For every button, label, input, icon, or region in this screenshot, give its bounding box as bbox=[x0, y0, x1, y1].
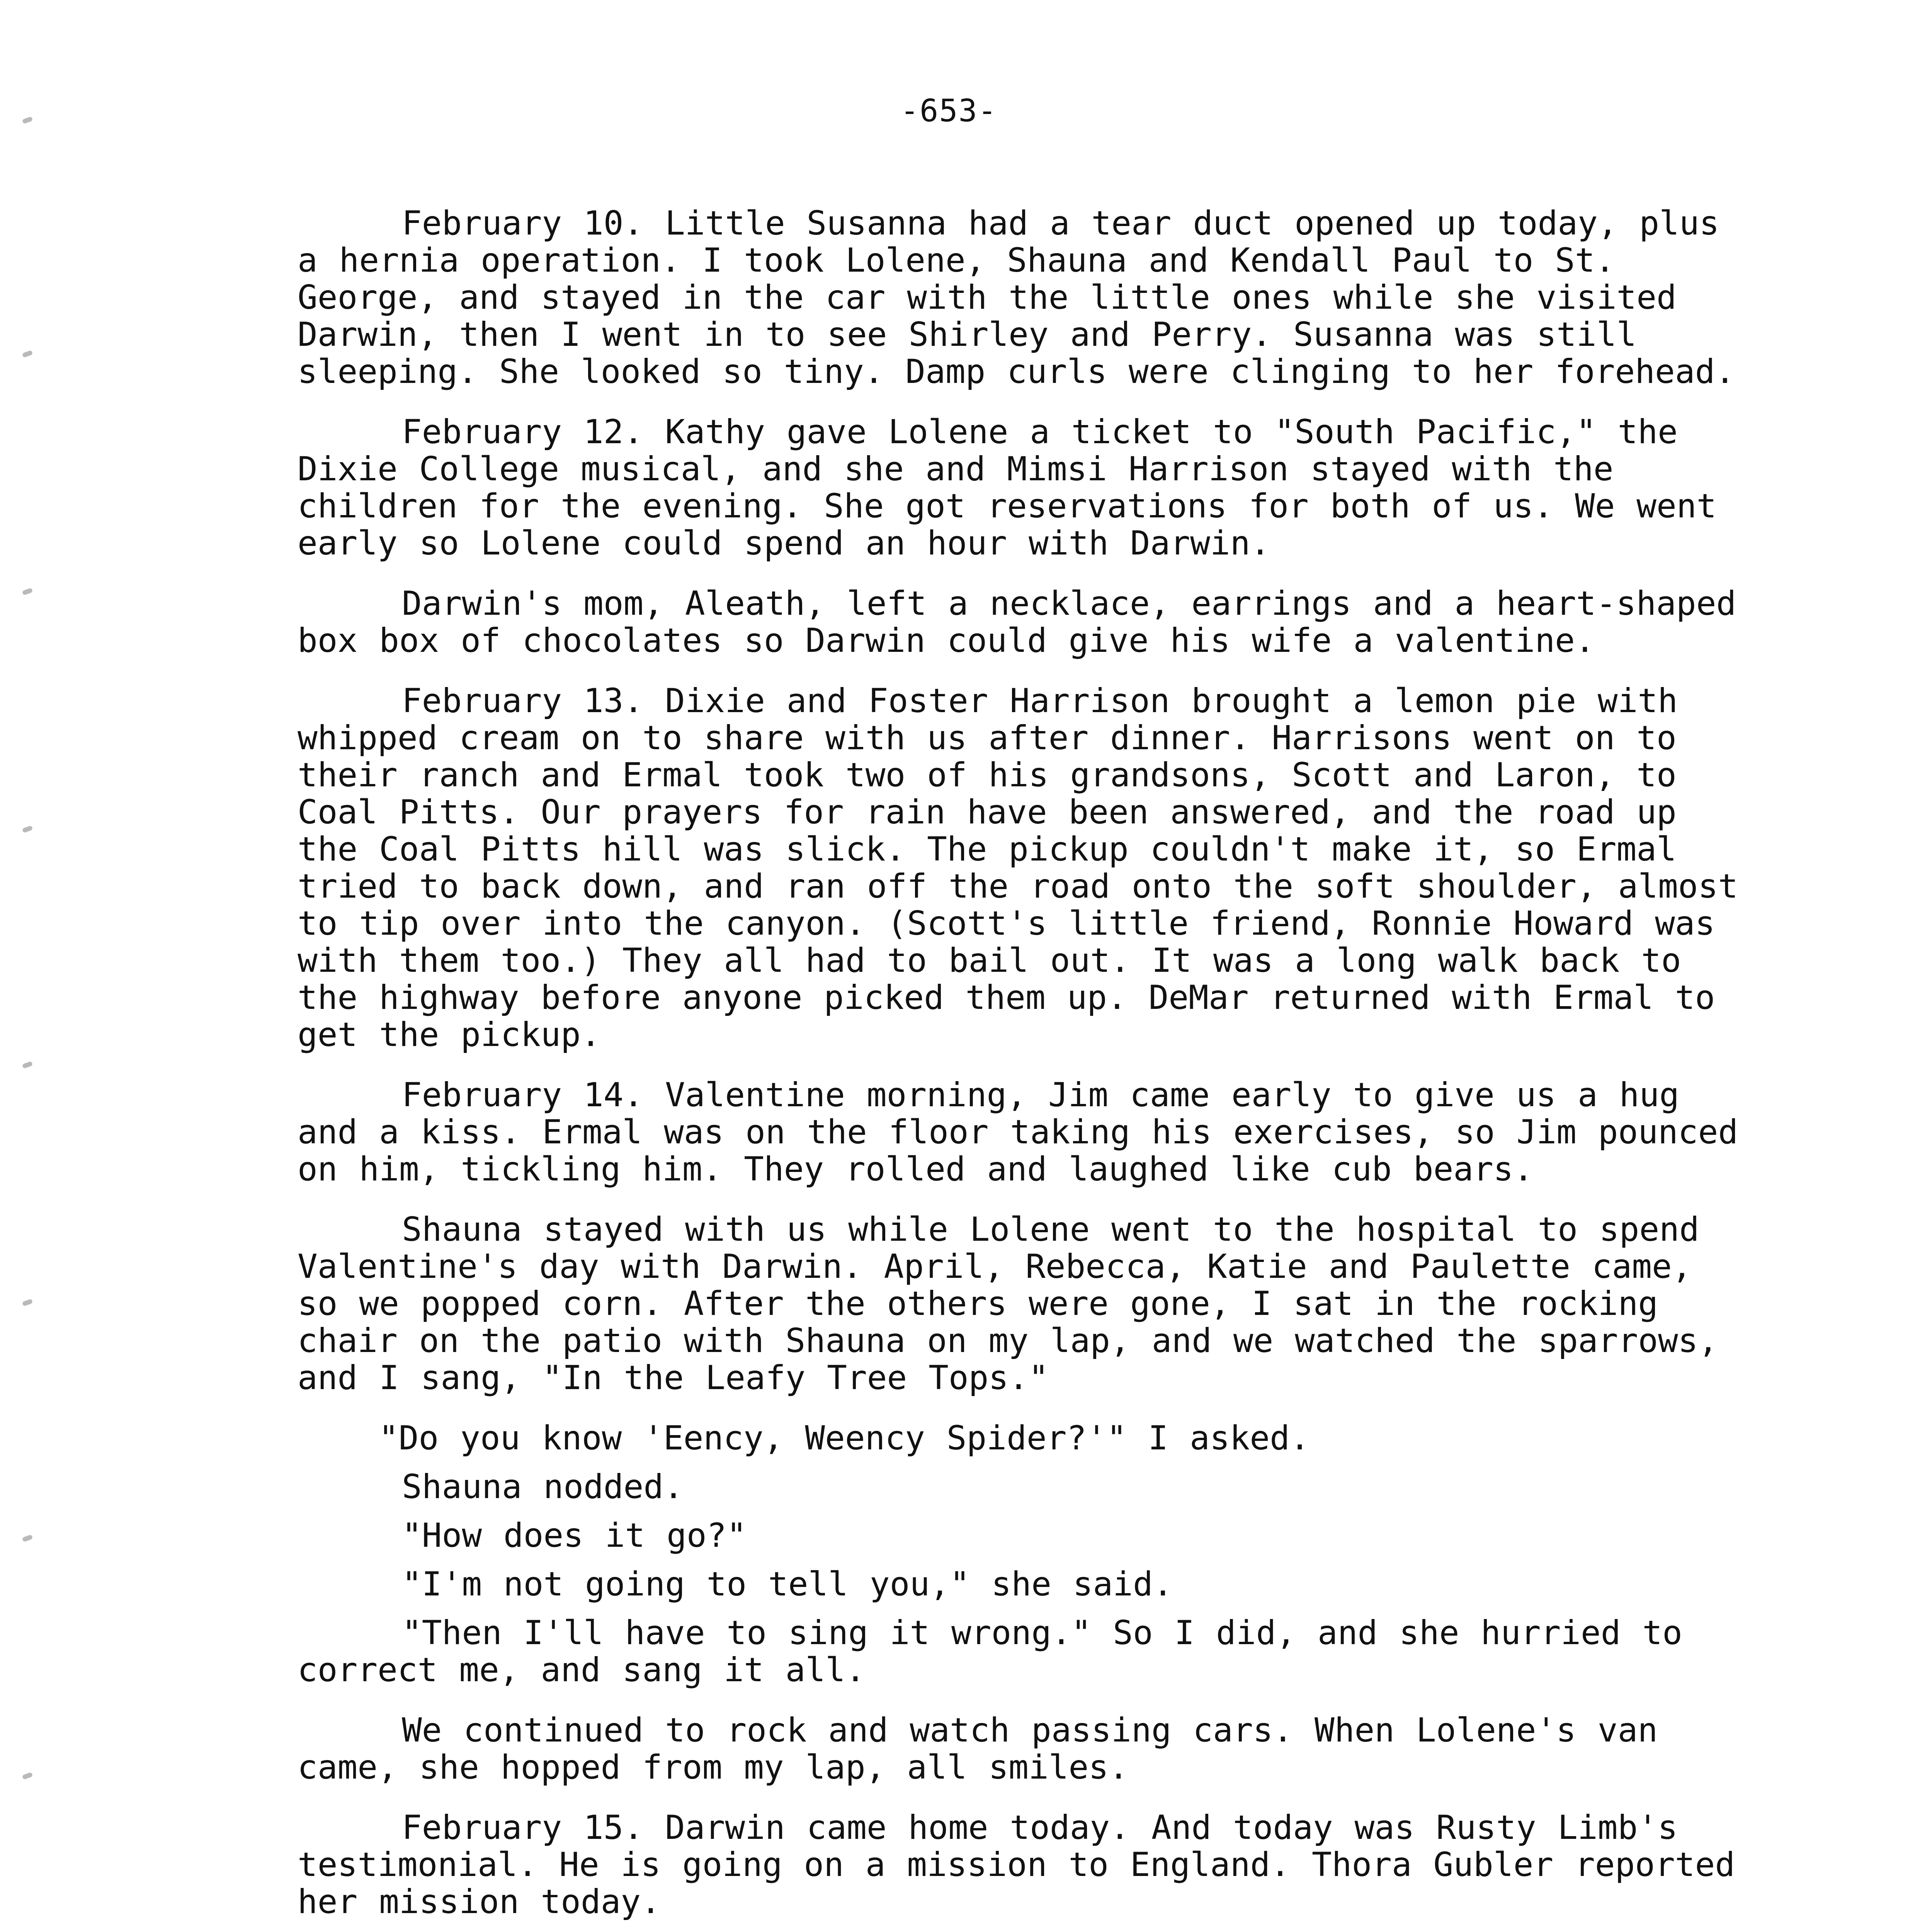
margin-mark bbox=[22, 1534, 33, 1542]
margin-mark bbox=[22, 350, 33, 358]
paragraph-valentine-gift: Darwin's mom, Aleath, left a necklace, earrings and a heart-shaped box box of chocolates so Darwin could give his wife a valentine. bbox=[298, 584, 1736, 660]
dialog-line: Shauna nodded. bbox=[402, 1468, 684, 1506]
paragraph-feb-13: February 13. Dixie and Foster Harrison brought a lemon pie with whipped cream on to share with us after dinner. Harrisons went on to their ranch and Ermal took two of his grandsons, Scott and Laron, to Coal Pitts. Our prayers for rain have been answered, and the road up the Coal Pitts hill was slick. The pickup couldn't make it, so Ermal tried to back down, and ran off the road onto the soft shoulder, almost to tip over into the canyon. (Scott's little friend, Ronnie Howard was with them too.) They all had to bail out. It was a long walk back to the highway before anyone picked them up. DeMar returned with Ermal to get the pickup. bbox=[298, 682, 1738, 1054]
paragraph-shauna-visit: Shauna stayed with us while Lolene went to the hospital to spend Valentine's day with Darwin. April, Rebecca, Katie and Paulette came, so we popped corn. After the others were gone, I sat in the rocking chair on the patio with Shauna on my lap, and we watched the sparrows, and I sang, "In the Leafy Tree Tops." bbox=[298, 1210, 1718, 1397]
paragraph-feb-14: February 14. Valentine morning, Jim came early to give us a hug and a kiss. Ermal was on the floor taking his exercises, so Jim pounced on him, tickling him. They rolled and laughed like cub bears. bbox=[298, 1076, 1738, 1189]
paragraph-rocking: We continued to rock and watch passing cars. When Lolene's van came, she hopped from my lap, all smiles. bbox=[298, 1711, 1658, 1787]
paragraph-feb-15: February 15. Darwin came home today. And today was Rusty Limb's testimonial. He is going on a mission to England. Thora Gubler reported her mission today. bbox=[298, 1808, 1735, 1921]
margin-mark bbox=[22, 1772, 33, 1780]
margin-mark bbox=[22, 825, 33, 833]
margin-mark bbox=[22, 1299, 33, 1306]
dialog-line: "Do you know 'Eency, Weency Spider?'" I asked. bbox=[379, 1419, 1310, 1458]
dialog-line: "Then I'll have to sing it wrong." So I did, and she hurried to correct me, and sang it all. bbox=[298, 1614, 1682, 1689]
dialog-line: "I'm not going to tell you," she said. bbox=[402, 1565, 1173, 1604]
paragraph-feb-12: February 12. Kathy gave Lolene a ticket to "South Pacific," the Dixie College musical, and she and Mimsi Harrison stayed with the children for the evening. She got reservations for both of us. We went early so Lolene could spend an hour with Darwin. bbox=[298, 413, 1717, 563]
margin-mark bbox=[22, 588, 33, 595]
journal-body bbox=[298, 205, 1750, 1932]
margin-mark bbox=[22, 116, 33, 124]
page-number: -653- bbox=[900, 93, 997, 129]
dialog-line: "How does it go?" bbox=[402, 1516, 747, 1555]
paragraph-feb-10: February 10. Little Susanna had a tear duct opened up today, plus a hernia operation. I took Lolene, Shauna and Kendall Paul to St. George, and stayed in the car with the little ones while she visited Darwin, then I went in to see Shirley and Perry. Susanna was still sleeping. She looked so tiny. Damp curls were clinging to her forehead. bbox=[298, 204, 1735, 391]
margin-mark bbox=[22, 1061, 33, 1069]
